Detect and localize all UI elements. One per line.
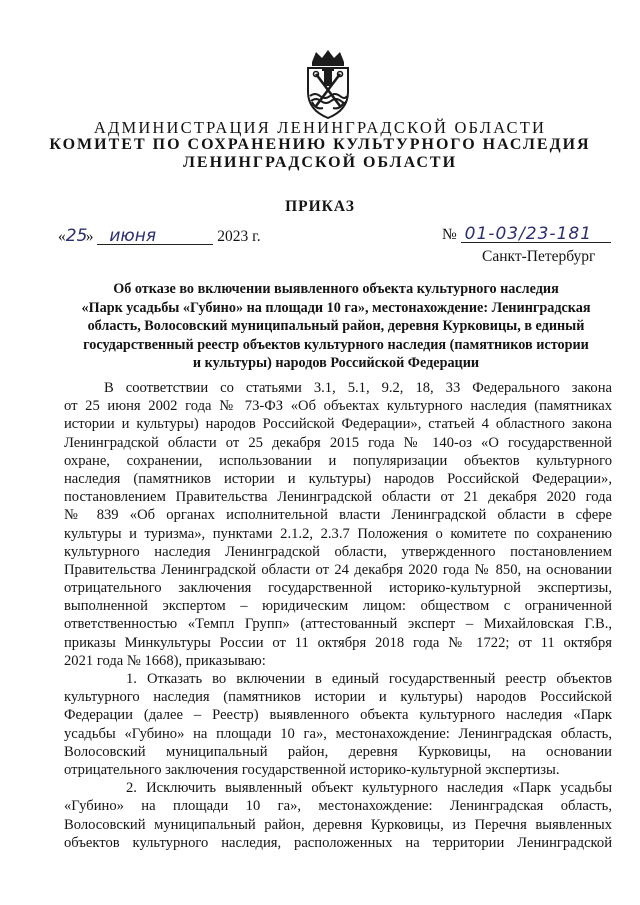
region-title: ЛЕНИНГРАДСКОЙ ОБЛАСТИ bbox=[182, 154, 458, 171]
number-value: 01-03/23-181 bbox=[461, 226, 611, 243]
body-line: 1. Отказать во включении в единый государственный реестр объектов bbox=[126, 671, 612, 687]
coat-of-arms-icon bbox=[300, 48, 356, 120]
body-line: культурного наследия (памятников истории и культуры) народов Российской bbox=[64, 689, 612, 706]
date-day: 25 bbox=[65, 226, 88, 246]
order-number bbox=[442, 226, 611, 244]
body-line: 2. Исключить выявленный объект культурного наследия «Парк усадьбы bbox=[126, 780, 612, 797]
body-line: Правительства Ленинградской области от 24 декабря 2020 года № 850, на основании bbox=[64, 561, 612, 578]
administration-title: АДМИНИСТРАЦИЯ ЛЕНИНГРАДСКОЙ ОБЛАСТИ bbox=[93, 118, 547, 137]
body-line: № 839 «Об органах исполнительной власти Ленинградской области в сфере bbox=[64, 507, 612, 524]
subject-line: Об отказе во включении выявленного объекта культурного наследия bbox=[113, 281, 559, 297]
body-line: Волосовский муниципальный район, деревня Курковицы, на основании bbox=[64, 743, 612, 760]
body-line: от 25 июня 2002 года № 73-ФЗ «Об объектах культурного наследия (памятниках bbox=[64, 398, 612, 415]
date-month: июня bbox=[97, 228, 213, 245]
body-line: Волосовский муниципальный район, деревня Курковицы, из Перечня выявленных bbox=[64, 816, 612, 833]
body-line: культурного наследия Ленинградской области, утвержденного постановлением bbox=[64, 543, 612, 560]
body-line: охране, сохранении, использовании и популяризации объектов культурного bbox=[64, 452, 612, 469]
body-line: усадьбы «Губино» на площади 10 га», местонахождение: Ленинградская область, bbox=[64, 725, 612, 742]
committee-title: КОМИТЕТ ПО СОХРАНЕНИЮ КУЛЬТУРНОГО НАСЛЕДИЯ bbox=[49, 136, 591, 153]
date-year: 2023 г. bbox=[217, 228, 261, 245]
date-open-quote: « bbox=[58, 228, 66, 245]
body-line: Федерации (далее – Реестр) выявленного объекта культурного наследия «Парк bbox=[64, 707, 612, 724]
body-line: приказы Минкультуры России от 11 октября 2018 года № 1722; от 11 октября bbox=[64, 634, 612, 651]
body-line: В соответствии со статьями 3.1, 5.1, 9.2, 18, 33 Федерального закона bbox=[104, 380, 612, 396]
subject-line: государственный реестр объектов культурного наследия (памятников истории bbox=[83, 336, 589, 353]
order-date bbox=[58, 226, 261, 246]
order-body bbox=[64, 379, 612, 852]
body-line: объектов культурного наследия, расположенных на территории Ленинградской bbox=[64, 834, 612, 851]
body-line: постановлением Правительства Ленинградской области от 21 декабря 2020 года bbox=[64, 489, 612, 506]
body-line: истории и культуры) народов Российской Федерации», статьей 4 областного закона bbox=[64, 416, 612, 433]
body-line: отрицательного заключения государственной историко-культурной экспертизы. bbox=[64, 761, 560, 778]
body-line: Ленинградской области от 25 декабря 2015 года № 140-оз «О государственной bbox=[64, 434, 612, 451]
subject-line: область, Волосовский муниципальный район, деревня Курковицы, в единый bbox=[87, 318, 585, 335]
date-close-quote: » bbox=[85, 228, 94, 245]
body-line: наследия (памятников истории и культуры) народов Российской Федерации», bbox=[64, 470, 612, 487]
body-line: культуры и туризма», пунктами 2.1.2, 2.3.7 Положения о комитете по сохранению bbox=[64, 525, 612, 542]
body-line: 2021 года № 1668), приказываю: bbox=[64, 652, 266, 669]
body-line: отрицательного заключения государственной историко-культурной экспертизы, bbox=[64, 580, 612, 597]
document-type-title: ПРИКАЗ bbox=[285, 198, 355, 215]
city: Санкт-Петербург bbox=[482, 248, 596, 265]
body-line: «Губино» на площади 10 га», местонахождение: Ленинградская область, bbox=[64, 798, 612, 815]
body-line: выполненной экспертом – юридическим лицом: обществом с ограниченной bbox=[64, 598, 612, 615]
body-line: ответственностью «Темпл Групп» (аттестованный эксперт – Михайловская Г.В., bbox=[64, 616, 612, 633]
subject-line: «Парк усадьбы «Губино» на площади 10 га», местонахождение: Ленинградская bbox=[81, 299, 591, 316]
order-subject bbox=[62, 280, 610, 373]
subject-line: и культуры) народов Российской Федерации bbox=[192, 355, 480, 372]
number-sign: № bbox=[442, 226, 457, 243]
